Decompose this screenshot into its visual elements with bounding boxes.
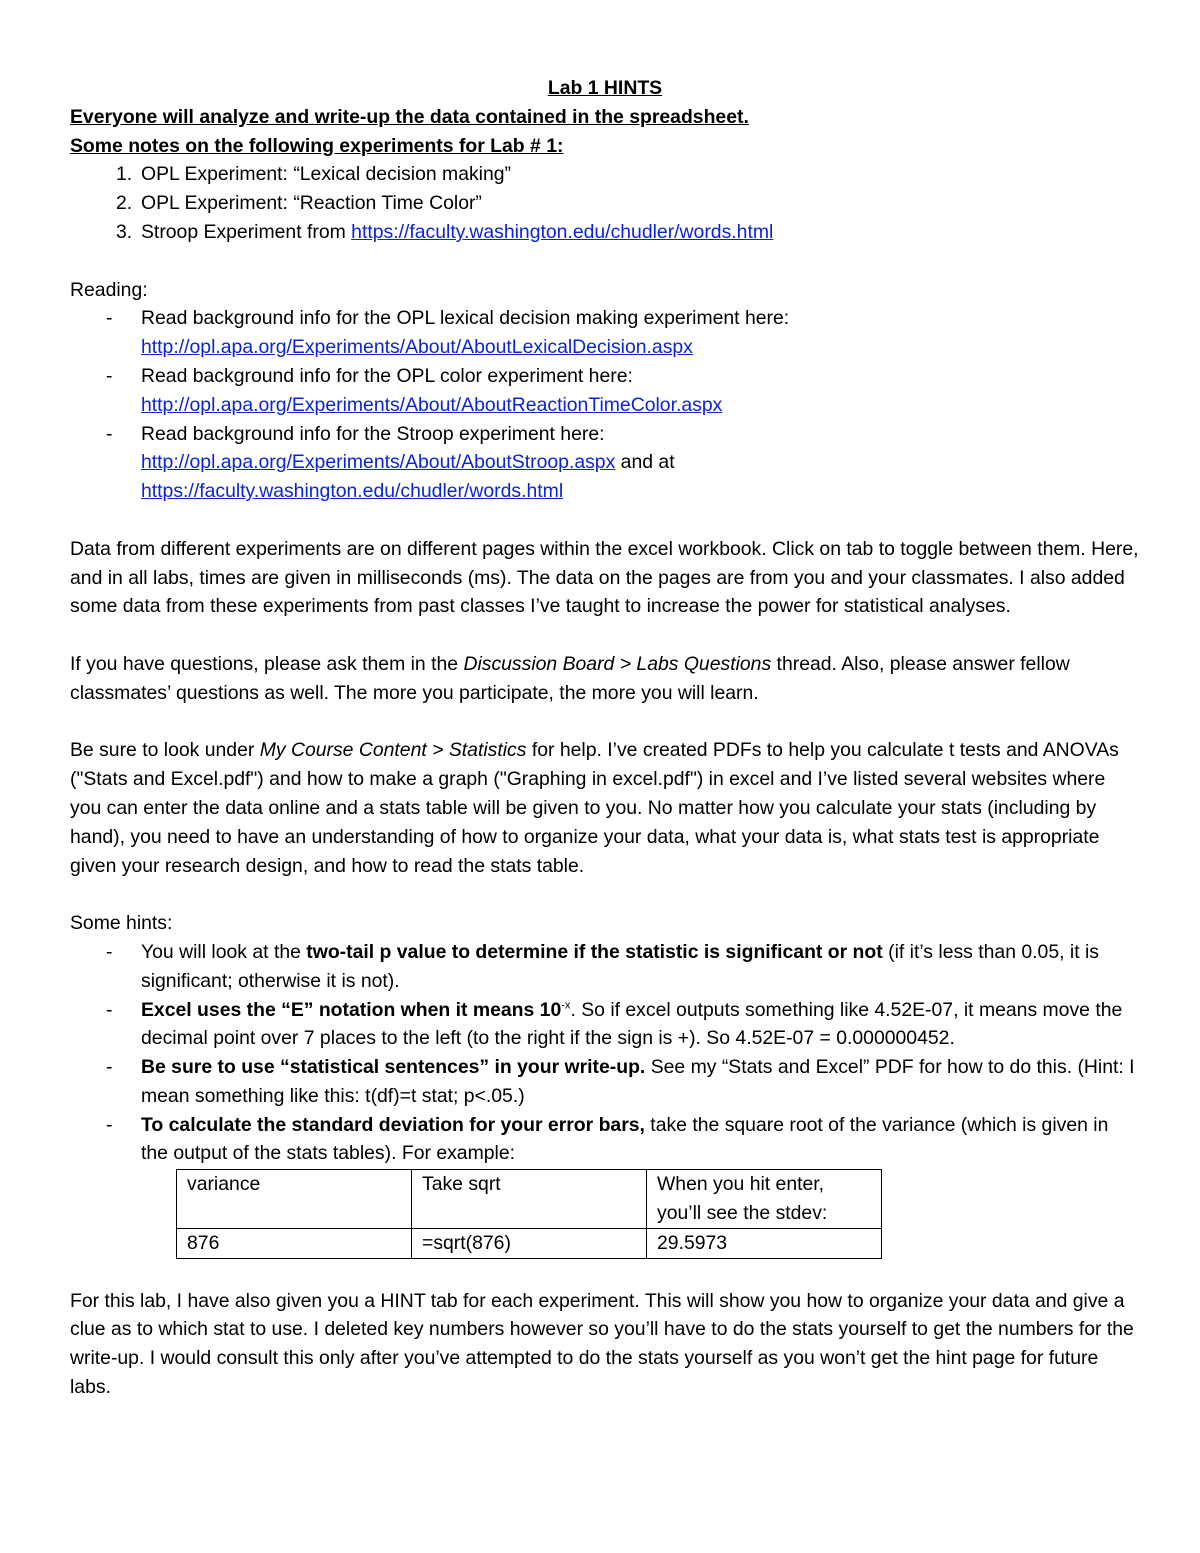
list-item-text: Stroop Experiment from [141,220,352,243]
hints-list [70,938,1140,1168]
table-row [177,1228,882,1258]
questions-paragraph: If you have questions, please ask them in the Discussion Board > Labs Questions thread. Also, please answer fellow classmates’ questions as well. The more you participate, the more you will learn. [70,652,1070,704]
table-header-cell: When you hit enter, you’ll see the stdev: [647,1170,882,1229]
list-number: 2. [116,192,133,215]
link-joiner: and at [615,451,675,474]
list-item: - Read background info for the Stroop experiment here: http://opl.apa.org/Experiments/About/AboutStroop.aspx and at https://faculty.washington.edu/chudler/words.html [106,422,675,503]
course-content-path: My Course Content > Statistics [259,739,527,762]
chudler-words-link[interactable]: https://faculty.washington.edu/chudler/words.html [141,480,564,503]
table-cell: 876 [177,1228,412,1258]
subtitle-analyze: Everyone will analyze and write-up the data contained in the spreadsheet. [70,105,749,128]
list-item [70,218,1140,247]
list-item-text: Read background info for the OPL color experiment here: [141,364,633,387]
list-item-text: Read background info for the OPL lexical decision making experiment here: [141,307,790,330]
reading-list [70,304,1140,506]
list-item [70,160,1140,189]
lexical-decision-link[interactable]: http://opl.apa.org/Experiments/About/AboutLexicalDecision.aspx [141,336,693,359]
stroop-words-link[interactable]: https://faculty.washington.edu/chudler/words.html [351,220,774,243]
table-cell: =sqrt(876) [412,1228,647,1258]
list-item-text: Read background info for the Stroop experiment here: [141,422,605,445]
page-title: Lab 1 HINTS [547,77,663,99]
list-item: - Excel uses the “E” notation when it means $10^{-x}$. So if excel outputs something like 4.52E-07, it means move the decimal point over 7 places to the left (to the right if the sign is +). So 4.52E-07 = 0.000000452. [106,998,1123,1050]
list-item-text: OPL Experiment: “Lexical decision making” [141,163,512,186]
hints-heading: Some hints: [70,912,173,935]
final-paragraph: For this lab, I have also given you a HINT tab for each experiment. This will show you how to organize your data and give a clue as to which stat to use. I deleted key numbers however so you’ll have to do the stats yourself to get the numbers for the write-up. I would consult this only after you’ve attempted to do the stats yourself as you won’t get the hint page for future labs. [70,1289,1134,1399]
subtitle-notes: Some notes on the following experiments for Lab # 1: [70,134,564,157]
stroop-about-link[interactable]: http://opl.apa.org/Experiments/About/AboutStroop.aspx [141,451,616,474]
list-item: - Read background info for the OPL lexical decision making experiment here: http://opl.apa.org/Experiments/About/AboutLexicalDecision.aspx [106,307,790,359]
document-page [70,74,1140,1402]
experiment-list [70,160,1140,246]
table-header-cell: Take sqrt [412,1170,647,1229]
list-item [70,189,1140,218]
data-paragraph: Data from different experiments are on different pages within the excel workbook. Click on tab to toggle between them. Here, and in all labs, times are given in milliseconds (ms). The data on the pages are from you and your classmates. I also added some data from these experiments from past classes I’ve taught to increase the power for statistical analyses. [70,537,1139,618]
table-row [177,1170,882,1229]
table-cell: 29.5973 [647,1228,882,1258]
stats-paragraph: Be sure to look under My Course Content > Statistics for help. I’ve created PDFs to help you calculate t tests and ANOVAs ("Stats and Excel.pdf") and how to make a graph ("Graphing in excel.pdf") in excel and I’ve listed several websites where you can enter the data online and a stats table will be given to you. No matter how you calculate your stats (including by hand), you need to have an understanding of how to organize your data, what your data is, what stats test is appropriate given your research design, and how to read the stats table. [70,739,1119,877]
table-header-cell: variance [177,1170,412,1229]
variance-example-table [176,1169,882,1258]
reaction-time-color-link[interactable]: http://opl.apa.org/Experiments/About/AboutReactionTimeColor.aspx [141,393,723,416]
list-item: - Be sure to use “statistical sentences” in your write-up. See my “Stats and Excel” PDF for how to do this. (Hint: I mean something like this: t(df)=t stat; p<.05.) [106,1056,1135,1107]
discussion-board-path: Discussion Board > Labs Questions [463,652,772,675]
list-item: - To calculate the standard deviation for your error bars, take the square root of the variance (which is given in the output of the stats tables). For example: [106,1113,1109,1165]
reading-heading: Reading: [70,278,148,301]
list-item-text: OPL Experiment: “Reaction Time Color” [141,192,482,215]
list-item: - You will look at the two-tail p value to determine if the statistic is significant or not (if it’s less than 0.05, it is significant; otherwise it is not). [106,940,1099,992]
list-item: - Read background info for the OPL color experiment here: http://opl.apa.org/Experiments/About/AboutReactionTimeColor.aspx [106,364,723,416]
list-number: 1. [116,163,133,186]
list-number: 3. [116,220,133,243]
